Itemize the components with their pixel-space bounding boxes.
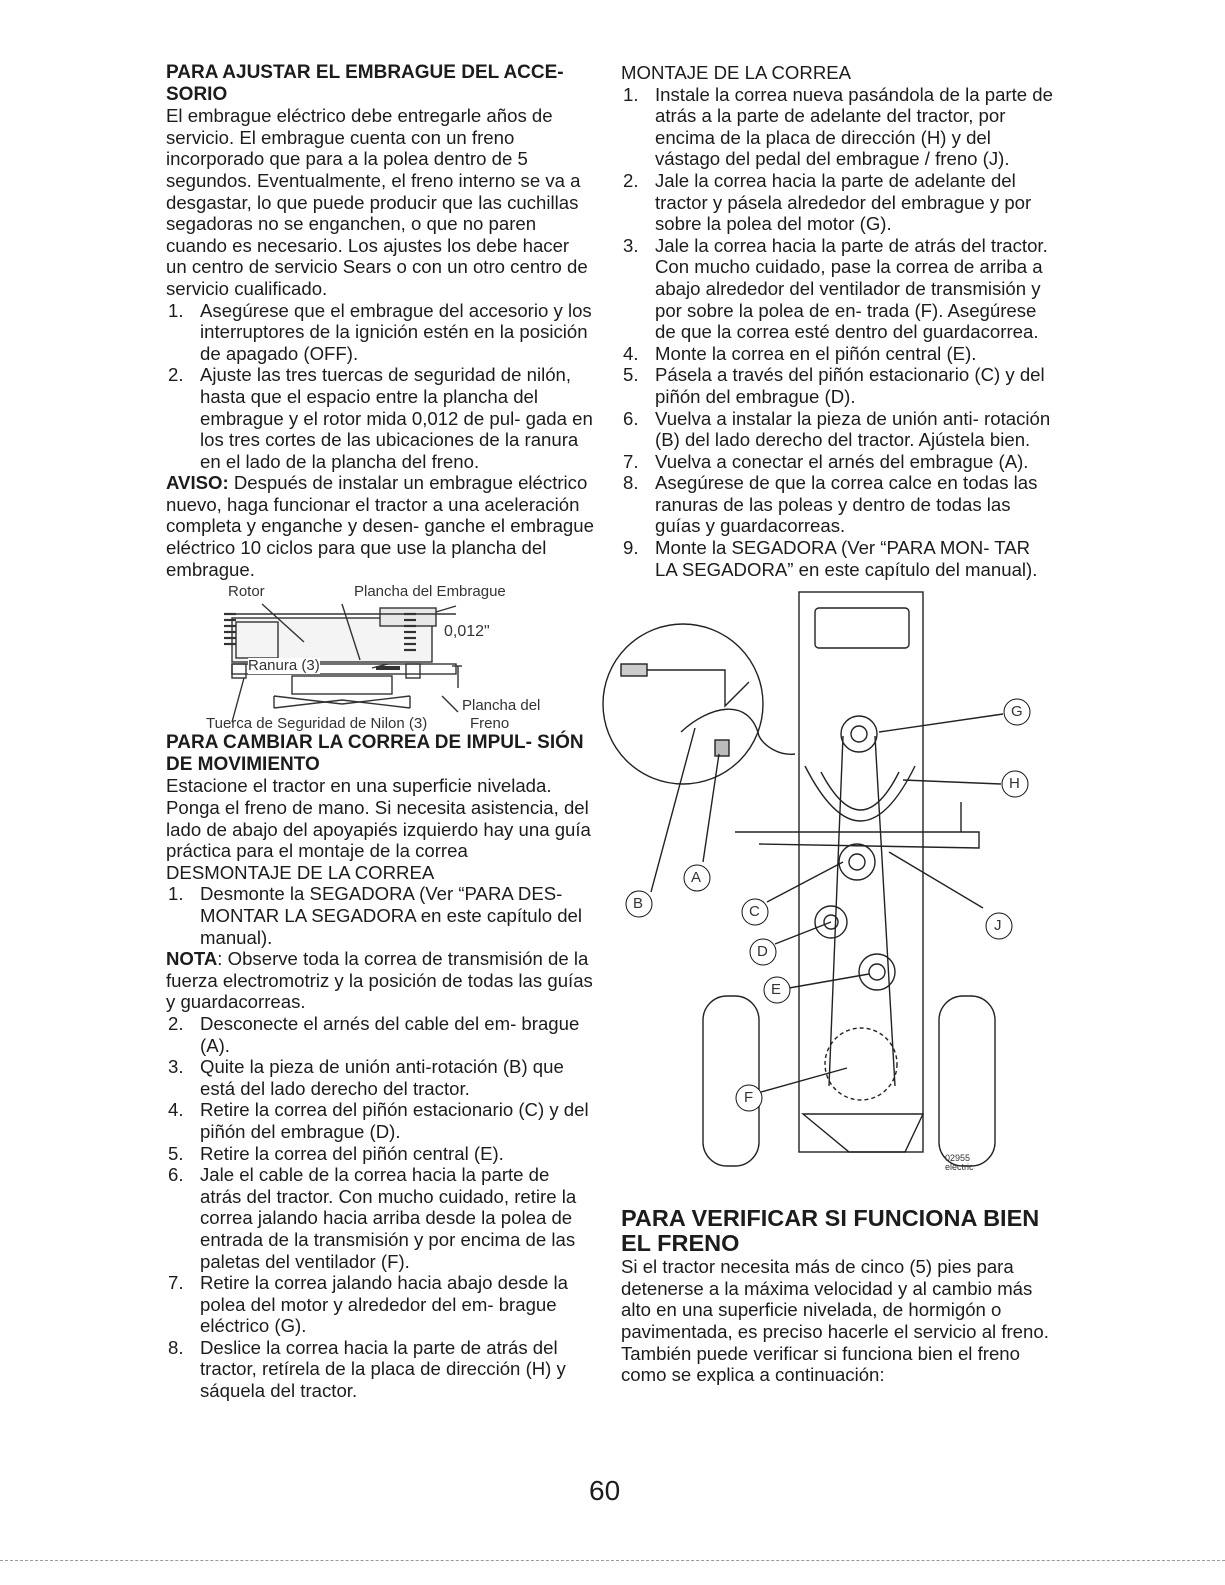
aviso-label: AVISO: (166, 472, 229, 494)
page-number: 60 (589, 1475, 621, 1506)
step-number: 8. (168, 1336, 184, 1358)
clutch-figure (166, 583, 594, 733)
label-gap: 0,012" (444, 623, 490, 641)
step-text: Retire la correa jalando hacia abajo desde la polea del motor y alrededor del em- brague eléctrico (G). (200, 1272, 568, 1337)
list-item (621, 235, 1053, 343)
list-item (166, 300, 594, 365)
list-item (166, 1272, 594, 1337)
list-item (166, 1013, 594, 1056)
list-item (166, 364, 594, 472)
callout-label-c: C (749, 903, 760, 921)
list-item (166, 1056, 594, 1099)
list-item (621, 170, 1053, 235)
desmontaje-title: DESMONTAJE DE LA CORREA (166, 861, 435, 883)
label-plancha-freno-1: Plancha del (462, 697, 541, 715)
list-item (166, 1164, 594, 1272)
step-number: 2. (168, 364, 184, 386)
callout-label-a: A (691, 869, 702, 887)
step-text: Jale la correa hacia la parte de adelante del tractor y pásela alrededor del embrague y por sobre la polea del motor (G). (655, 169, 1032, 235)
list-item (621, 451, 1053, 473)
list-item (166, 1099, 594, 1142)
callout-label-f: F (744, 1089, 754, 1107)
step-text: Retire la correa del piñón central (E). (200, 1142, 504, 1164)
step-number: 9. (623, 537, 639, 559)
heading-cambiar-correa: PARA CAMBIAR LA CORREA DE IMPUL- SIÓN DE MOVIMIENTO (166, 732, 584, 775)
step-number: 2. (168, 1012, 184, 1034)
step-text: Monte la SEGADORA (Ver “PARA MON- TAR LA SEGADORA” en este capítulo del manual). (655, 537, 1038, 580)
desmontaje-step-1 (166, 883, 594, 948)
list-item (166, 883, 594, 948)
step-text: Ajuste las tres tuercas de seguridad de nilón, hasta que el espacio entre la plancha del embrague y el rotor mida 0,012 de pul- gada en los tres cortes de las ubicaciones de la ranura en el lado de la plancha del freno. (200, 364, 593, 472)
step-number: 1. (623, 83, 639, 105)
desmontaje-steps-list (166, 1013, 594, 1402)
step-text: Jale la correa hacia la parte de atrás del tractor. Con mucho cuidado, pase la correa de arriba a abajo alrededor del ventilador de transmisión y por sobre la polea de en- trada (F). Asegúrese de que la correa esté dentro del guardacorrea. (655, 234, 1048, 343)
step-number: 5. (623, 364, 639, 386)
left-column (166, 62, 594, 1402)
heading-verificar-freno: PARA VERIFICAR SI FUNCIONA BIEN EL FRENO (621, 1205, 1040, 1257)
step-text: Pásela a través del piñón estacionario (C) y del piñón del embrague (D). (655, 364, 1045, 407)
footer-divider (0, 1560, 1225, 1561)
step-number: 4. (168, 1099, 184, 1121)
step-text: Asegúrese que el embrague del accesorio y los interruptores de la ignición estén en la posición de apagado (OFF). (200, 299, 592, 364)
step-text: Jale el cable de la correa hacia la parte de atrás del tractor. Con mucho cuidado, retire la correa jalando hacia arriba desde la polea de entrada de la transmisión y por encima de las paletas del ventilador (F). (200, 1164, 577, 1272)
step-text: Quite la pieza de unión anti-rotación (B) que está del lado derecho del tractor. (200, 1056, 564, 1099)
step-text: Desmonte la SEGADORA (Ver “PARA DES- MONTAR LA SEGADORA en este capítulo del manual). (200, 883, 583, 948)
callout-label-b: B (633, 895, 644, 913)
callout-label-j: J (994, 917, 1002, 935)
step-text: Instale la correa nueva pasándola de la parte de atrás a la parte de adelante del tractor, por encima de la placa de dirección (H) y del vástago del pedal del embrague / freno (J). (655, 83, 1053, 170)
step-number: 1. (168, 299, 184, 321)
step-number: 7. (168, 1272, 184, 1294)
step-text: Monte la correa en el piñón central (E). (655, 342, 977, 364)
list-item (621, 364, 1053, 407)
list-item (621, 343, 1053, 365)
step-number: 6. (168, 1164, 184, 1186)
step-text: Vuelva a instalar la pieza de unión anti- rotación (B) del lado derecho del tractor. Ajústela bien. (655, 407, 1051, 451)
callout-label-g: G (1011, 703, 1023, 721)
tractor-belt-diagram-icon (599, 586, 1031, 1198)
belt-routing-figure (599, 586, 1031, 1198)
step-number: 3. (168, 1056, 184, 1078)
label-plancha-embrague: Plancha del Embrague (354, 583, 506, 601)
right-column (621, 62, 1053, 1386)
intro-paragraph: El embrague eléctrico debe entregarle años de servicio. El embrague cuenta con un freno incorporado que para a la polea dentro de 5 segundos. Eventualmente, el freno interno se va a desgastar, lo que puede producir que las cuchillas segadoras no se enganchen, o que no paren cuando es necesario. Los ajustes los debe hacer un centro de servicio Sears o con un otro centro de servicio cualificado. (166, 105, 588, 299)
step-text: Desconecte el arnés del cable del em- brague (A). (200, 1012, 580, 1056)
list-item (621, 84, 1053, 170)
label-rotor: Rotor (228, 583, 265, 601)
aviso-text: Después de instalar un embrague eléctrico nuevo, haga funcionar el tractor a una aceleración completa y enganche y desen- ganche el embrague eléctrico 10 ciclos para que use la plancha del embrague. (166, 472, 594, 580)
aviso-paragraph (166, 472, 594, 580)
step-number: 4. (623, 342, 639, 364)
nota-paragraph (166, 948, 594, 1013)
adjust-steps-list (166, 300, 594, 473)
callout-label-d: D (757, 943, 768, 961)
list-item (621, 408, 1053, 451)
step-number: 7. (623, 450, 639, 472)
step-number: 2. (623, 169, 639, 191)
step-number: 1. (168, 883, 184, 905)
step-number: 8. (623, 472, 639, 494)
label-plancha-freno-2: Freno (470, 715, 510, 733)
step-number: 5. (168, 1142, 184, 1164)
nota-label: NOTA (166, 948, 218, 970)
list-item (166, 1337, 594, 1402)
list-item (621, 537, 1053, 580)
heading-ajustar-embrague: PARA AJUSTAR EL EMBRAGUE DEL ACCE- SORIO (166, 62, 564, 105)
list-item (166, 1143, 594, 1165)
step-number: 6. (623, 407, 639, 429)
nota-text: : Observe toda la correa de transmisión de la fuerza electromotriz y la posición de todas las guías y guardacorreas. (166, 948, 593, 1013)
step-text: Retire la correa del piñón estacionario (C) y del piñón del embrague (D). (200, 1099, 589, 1142)
list-item (621, 472, 1053, 537)
step-text: Vuelva a conectar el arnés del embrague (A). (655, 450, 1029, 472)
figure-code-2: electric (945, 1162, 974, 1173)
montaje-steps-list (621, 84, 1053, 581)
para-estacione: Estacione el tractor en una superficie nivelada. Ponga el freno de mano. Si necesita asistencia, del lado de abajo del apoyapiés izquierdo hay una guía práctica para el montaje de la correa (166, 775, 591, 862)
label-tuerca: Tuerca de Seguridad de Nilon (3) (206, 715, 428, 733)
para-verificar: Si el tractor necesita más de cinco (5) pies para detenerse a la máxima velocidad y al cambio más alto en una superficie nivelada, de hormigón o pavimentada, es preciso hacerle el servicio al freno. (621, 1256, 1049, 1343)
step-text: Asegúrese de que la correa calce en todas las ranuras de las poleas y dentro de todas las guías y guardacorreas. (655, 472, 1038, 537)
montaje-title: MONTAJE DE LA CORREA (621, 62, 852, 83)
step-text: Deslice la correa hacia la parte de atrás del tractor, retírela de la placa de dirección (H) y sáquela del tractor. (200, 1336, 566, 1402)
callout-label-h: H (1009, 775, 1020, 793)
step-number: 3. (623, 234, 639, 256)
callout-label-e: E (771, 981, 782, 999)
para-tambien: También puede verificar si funciona bien el freno como se explica a continuación: (621, 1342, 1020, 1386)
figure-code-1: 02955 (945, 1153, 971, 1164)
label-ranura: Ranura (3) (248, 657, 320, 675)
